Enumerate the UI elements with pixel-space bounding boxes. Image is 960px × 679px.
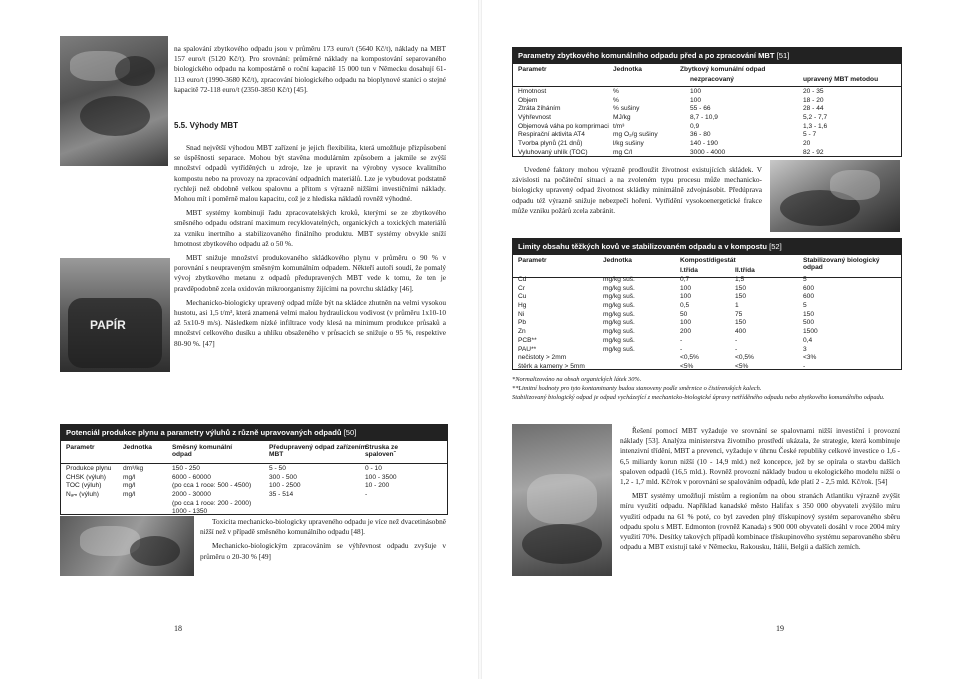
header-cell: Předupravený odpad zařízením MBT	[269, 444, 367, 458]
paragraph: Mechanicko-biologicky upravený odpad může být na skládce zhutněn na velmi vysokou hustotu, asi 1,5 t/m³, která znamená velmi malou hydraulickou vodivost (v průměru 1x10-10 až 5x10-9 m/s). Následkem nízké infiltrace vody klesá na minimum produkce průsaků a množství celkového dusíku a uhlíku obsaženého v průsacích se snižuje o 95 %, respektive 80-90 %. [47]	[174, 297, 446, 348]
header-cell: Jednotka	[603, 257, 632, 264]
paragraph: na spalování zbytkového odpadu jsou v průměru 173 euro/t (5640 Kč/t), náklady na MBT 157 euro/t (5120 Kč/t). Pro srovnání: průměrné náklady na kompostování separovaného biologického odpadu na kompostárně o roční kapacitě 15 000 tun v Německu dosahují 61-113 euro/t (1990-3680 Kč/t), zpracování biologického odpadu na bioplynové stanici o stejné kapacitě 72-118 euro/t (2350-3850 Kč/t) [45].	[174, 44, 446, 94]
footnote: *Normalizováno na obsah organických látek 30%.	[512, 376, 642, 383]
header-cell: Struska ze spalovenˇ	[365, 444, 398, 458]
left-text-bottom	[200, 517, 446, 566]
mixed-waste-column: 150 - 250 6000 - 60000 (po cca 1 roce: 500 - 4500) 2000 - 30000 (po cca 1 roce: 200 - 2000) 1000 - 1350	[172, 465, 252, 516]
header-cell: nezpracovaný	[690, 76, 734, 83]
units-column: % % % sušiny MJ/kg t/m³ mg O₂/g sušiny l/kg sušiny mg C/l	[613, 88, 658, 156]
header-cell: I.třída	[680, 267, 698, 274]
paragraph: MBT systémy umožňují místům a regionům na obou stranách Atlantiku výrazně zvýšit míru využití odpadu. Například kanadské město Halifax s 350 000 obyvateli zvýšilo míru využití odpadu na 61 % poté, co byl zaveden plný třískupinový systém separovaného sběru odpadu spolu s MBT. Edmonton (rovněž Kanada) s 900 000 obyvateli dosáhl v roce 2004 míry využití 70%. Desítky takových případů kombinace třískupinového systému separovaného sběru odpadu a MBT existují také v Německu, Rakousku, Itálii, Belgii a dalších zemích.	[620, 491, 900, 552]
table-title: Limity obsahu těžkých kovů ve stabilizovaném odpadu a v kompostu [52]	[513, 239, 901, 255]
raw-column: 100 100 55 - 66 8,7 - 10,9 0,9 36 - 80 140 - 190 3000 - 4000	[690, 88, 726, 156]
right-page	[480, 0, 960, 679]
paragraph: Snad největší výhodou MBT zařízení je jejich flexibilita, která umožňuje přizpůsobení se úspěšnosti separace. Mohou být stavěna modulárním způsobem a jakmile se zvýší množství odpadů vytříděných u zdroje, lze je upravit na výrobny vysoce kvalitního kompostu nebo na provozy na zpracování odpadních materiálů. Lze je vybudovat podstatně rychleji než obdobně velkou spalovnu a přitom s výrazně nižšími investičními náklady. Mohou mít i poměrně malou kapacitu, což je z hlediska nákladů rovněž výhodné.	[174, 143, 446, 204]
header-cell: Parametr	[518, 66, 547, 73]
left-text-main	[174, 143, 446, 353]
header-cell: II.třída	[735, 267, 755, 274]
table-header-row	[513, 64, 901, 87]
header-cell: upravený MBT metodou	[803, 76, 879, 83]
table-title: Potenciál produkce plynu a parametry výluhů z různě upravovaných odpadů [50]	[61, 425, 447, 441]
footnote: Stabilizovaný biologický odpad je odpad vycházející z mechanicko-biologické úpravy netříděného odpadu nebo zbytkového komunálního odpadu.	[512, 393, 885, 401]
table-header-row	[61, 441, 447, 464]
header-cell: Kompost/digestát	[680, 257, 736, 264]
paragraph: MBT systémy kombinují řadu zpracovatelských kroků, kterými se ze zbytkového směsného odpadu odstraní maximum recyklovatelných, organických a toxických materiálů za vzniku inertního a stabilizovaného finálního produktu. MBT systémy obvykle sníží hmotnost zbytkového odpadu až o 50 %.	[174, 208, 446, 248]
header-cell: Parametr	[66, 444, 95, 451]
photo-paper-bin	[60, 258, 170, 372]
params-column: Hmotnost Objem Ztráta žíháním Výhřevnost Objemová váha po komprimaci Respirační aktivita AT4 Tvorba plynů (21 dnů) Vyluhovaný uhlík (TOC)	[518, 88, 609, 156]
params-column: Cd Cr Cu Hg Ni Pb Zn PCB** PAU** nečistoty > 2mm štěrk a kameny > 5mm	[518, 276, 585, 370]
page-number: 19	[776, 624, 784, 633]
gas-production-table	[60, 424, 448, 515]
mbt-column: 20 - 35 18 - 20 28 - 44 5,2 - 7,7 1,3 - 1,6 5 - 7 20 82 - 92	[803, 88, 828, 156]
header-cell: Stabilizovaný biologický odpad	[803, 257, 880, 271]
section-heading: 5.5. Výhody MBT	[174, 121, 239, 130]
right-text-1	[512, 165, 762, 220]
footnote: **Limitní hodnoty pro tyto kontaminanty budou stanoveny podle směrnice o čistírenských kalech.	[512, 384, 762, 392]
bin-label-text: PAPÍR	[90, 318, 126, 332]
units-column: mg/kg suš. mg/kg suš. mg/kg suš. mg/kg suš. mg/kg suš. mg/kg suš. mg/kg suš. mg/kg suš. mg/kg suš.	[603, 276, 635, 353]
slag-column: 0 - 10 100 - 3500 10 - 200 -	[365, 465, 397, 499]
heavy-metals-table	[512, 238, 902, 370]
table-footnotes	[512, 376, 900, 402]
left-text-top	[174, 44, 446, 99]
class2-column: 1,5 150 150 1 75 150 400 - - <0,5% <5%	[735, 276, 754, 370]
photo-waste-pile	[60, 516, 194, 576]
header-cell: Parametr	[518, 257, 547, 264]
table-header-row	[513, 255, 901, 278]
mbt-column: 5 - 50 300 - 500 100 - 2500 35 - 514	[269, 465, 301, 499]
header-cell: Jednotka	[123, 444, 152, 451]
class1-column: 0,7 100 100 0,5 50 100 200 - - <0,5% <5%	[680, 276, 699, 370]
units-column: dm³/kg mg/l mg/l mg/l	[123, 465, 144, 499]
paragraph: MBT snižuje množství produkovaného skládkového plynu v průměru o 90 % v porovnání s neupraveným směsným komunálním odpadem. Někteří autoři soudí, že pomalý vývoj zbytkového metanu z odpadů předupravených MBT vede k tomu, že ten je pravděpodobně zcela oxidován mikroorganismy žijícími na povrchu skládky [46].	[174, 253, 446, 293]
paragraph: Toxicita mechanicko-biologicky upraveného odpadu je více než dvacetinásobně nižší než v případě směsného komunálního odpadu [48].	[200, 517, 446, 537]
residual-waste-table	[512, 47, 902, 157]
page-number: 18	[174, 624, 182, 633]
paragraph: Mechanicko-biologickým zpracováním se výhřevnost odpadu zvyšuje v průměru o 20-30 % [49]	[200, 541, 446, 561]
params-column: Produkce plynu CHSK (výluh) TOC (výluh) Nₐₘ (výluh)	[66, 465, 112, 499]
table-title: Parametry zbytkového komunálního odpadu před a po zpracování MBT [51]	[513, 48, 901, 64]
header-cell: Směsný komunální odpad	[172, 444, 233, 458]
stabilized-column: 5 600 600 5 150 500 1500 0,4 3 <3% -	[803, 276, 818, 370]
right-text-2	[620, 426, 900, 556]
photo-garden-compost	[512, 424, 612, 576]
photo-landfill-machine	[60, 36, 168, 166]
header-cell: Jednotka	[613, 66, 642, 73]
photo-waste-heap	[770, 160, 900, 232]
header-cell: Zbytkový komunální odpad	[680, 66, 766, 73]
paragraph: Uvedené faktory mohou výrazně prodloužit životnost existujících skládek. V závislosti na počáteční situaci a na zvoleném typu procesu může mechanicko-biologicky upravený odpad životnost skládky minimálně zdvojnásobit. Předúprava odpadu též výrazně snižuje nebezpečí hoření. Vytřídění vysokoenergetické frakce může vzniku požárů zcela zabránit.	[512, 165, 762, 215]
paragraph: Řešení pomocí MBT vyžaduje ve srovnání se spalovnami nižší investiční i provozní náklady [53]. Analýza ministerstva životního prostředí ukázala, že strategie, která kombinuje intenzivní třídění, MBT a prevenci, vyžaduje v úhrnu České republiky celkové investice o 1,6 - 6,5 miliardy korun nižší (10 - 14,9 mld.) než koncepce, jež by se opírala o stavbu dalších spaloven odpadů (16,5 mld.). Rovněž provozní náklady budou u ekologického modelu nižší o 1,2 - 1,7 mld. Kč/rok v porovnání se spalováním odpadů, kde platí 2 - 2,5 mld. Kč/rok. [54]	[620, 426, 900, 487]
